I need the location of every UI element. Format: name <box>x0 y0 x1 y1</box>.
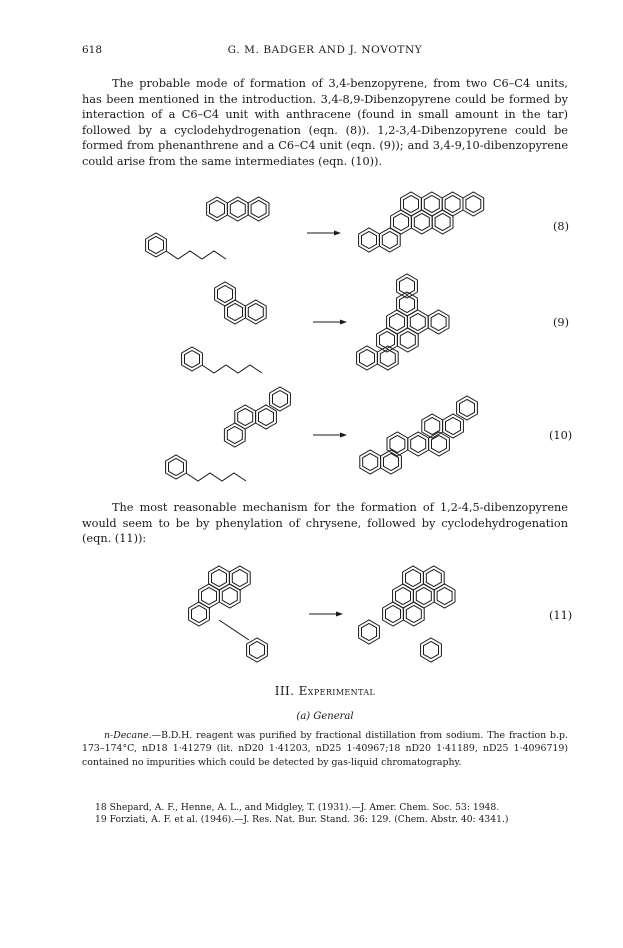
structure-butylbenzene-9 <box>178 335 288 385</box>
decane-dash: — <box>151 730 162 741</box>
author-line: G. M. BADGER AND J. NOVOTNY <box>227 44 423 56</box>
paragraph-formation-modes: The probable mode of formation of 3,4-benzopyrene, from two C6–C4 units, has been mentioned in the introduction. 3,4-8,9-Dibenzopyrene could be formed by interaction of a C6–C4 unit with anthracene (found in small amount in the tar) followed by a cyclodehydrogenation (eqn. (8)). 1,2-3,4-Dibenzopyrene could be formed from phenanthrene and a C6–C4 unit (eqn. (9)); and 3,4-9,10-dibenzopyrene could arise from the same intermediates (eqn. (10)). <box>82 77 568 168</box>
equation-number-9: (9) <box>553 316 570 329</box>
paragraph-decane <box>82 729 568 769</box>
reaction-arrow-10 <box>313 431 347 439</box>
decane-name: n-Decane. <box>104 730 152 741</box>
structure-butylbenzene-10 <box>160 445 280 495</box>
running-head <box>82 44 568 58</box>
section-title: Experimental <box>298 684 376 698</box>
footnote-18: 18 Shepard, A. F., Henne, A. L., and Midgley, T. (1931).—J. Amer. Chem. Soc. 53: 1948. <box>95 802 500 813</box>
subsection-heading: (a) General <box>296 711 354 722</box>
equation-number-11: (11) <box>549 609 573 622</box>
equation-number-8: (8) <box>553 220 570 233</box>
reaction-arrow-11 <box>309 610 343 618</box>
decane-body: B.D.H. reagent was purified by fractional distillation from sodium. The fraction b.p. 173–174°C, nD18 1·41279 (lit. nD20 1·41203, nD25 1·40967;18 nD20 1·41189, nD25 1·4096719) contained no impurities which could be detected by gas-liquid chromatography. <box>82 730 568 768</box>
equation-number-10: (10) <box>549 429 573 442</box>
structure-phenylchrysene <box>185 562 300 670</box>
structure-dibenzopyrene-3489 <box>355 182 505 272</box>
structure-anthracene <box>195 185 305 235</box>
footnotes <box>82 802 568 827</box>
footnote-19: 19 Forziati, A. F. et al. (1946).—J. Res. Nat. Bur. Stand. 36: 129. (Chem. Abstr. 40: 4341.) <box>95 814 509 826</box>
section-number: III. <box>274 684 295 698</box>
structure-dibenzopyrene-1234 <box>355 270 485 385</box>
page-number: 618 <box>82 44 103 56</box>
section-heading <box>82 684 568 698</box>
structure-dibenzopyrene-349-10 <box>355 392 495 487</box>
reaction-arrow-8 <box>307 229 341 237</box>
structure-dibenzopyrene-1245 <box>355 562 480 670</box>
reaction-arrow-9 <box>313 318 347 326</box>
paragraph-mechanism: The most reasonable mechanism for the formation of 1,2-4,5-dibenzopyrene would seem to be by phenylation of chrysene, followed by cyclodehydrogenation (eqn. (11)): <box>82 501 568 546</box>
